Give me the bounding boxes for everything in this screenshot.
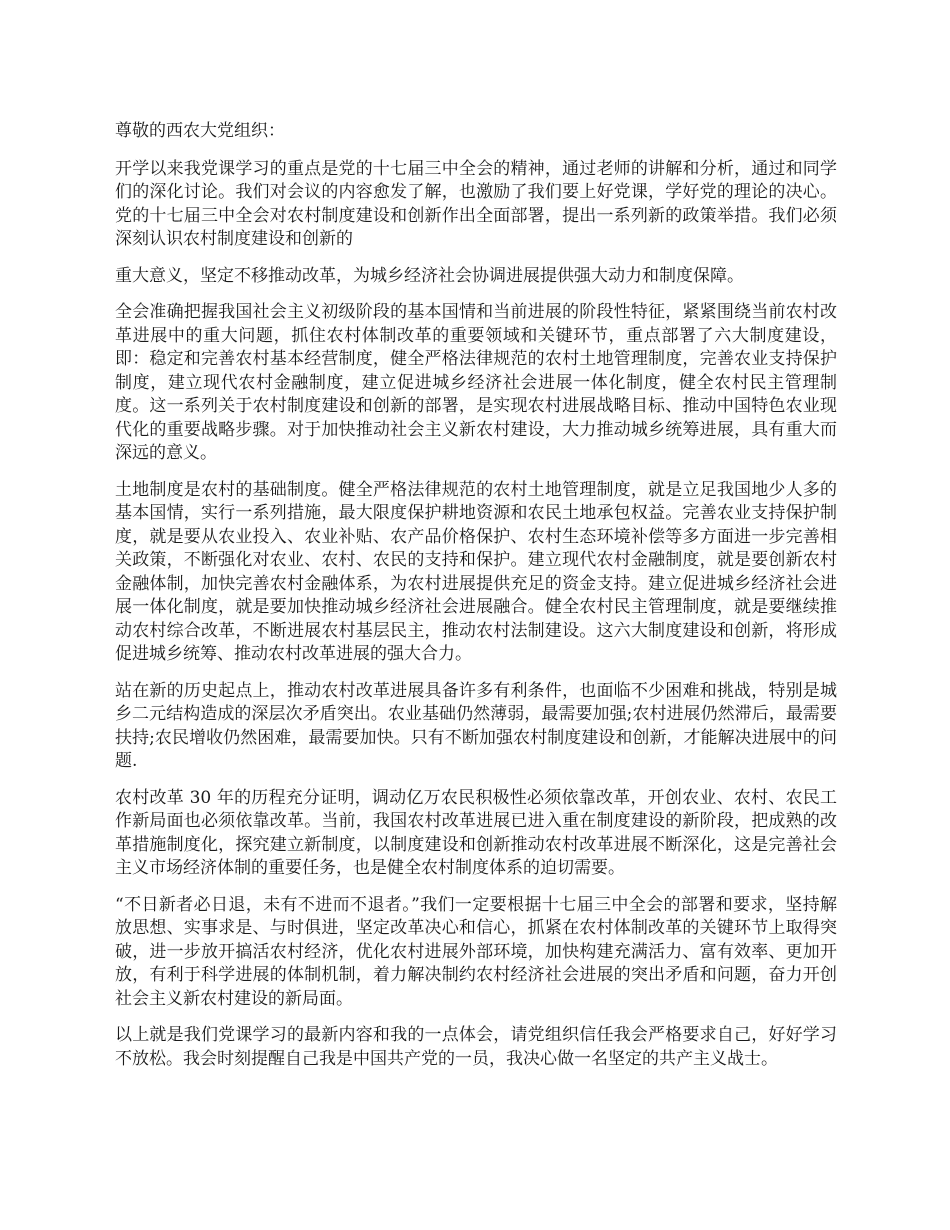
document-body xyxy=(115,120,837,1084)
paragraph-5: 站在新的历史起点上，推动农村改革进展具备许多有利条件，也面临不少困难和挑战，特别是城乡二元结构造成的深层次矛盾突出。农业基础仍然薄弱，最需要加强;农村进展仍然滞后，最需要扶持;农民增收仍然困难，最需要加快。只有不断加强农村制度建设和创新，才能解决进展中的问题. xyxy=(115,680,837,771)
paragraph-7: “不日新者必日退，未有不进而不退者。”我们一定要根据十七届三中全会的部署和要求，坚持解放思想、实事求是、与时俱进，坚定改革决心和信心，抓紧在农村体制改革的关键环节上取得突破，进一步放开搞活农村经济，优化农村进展外部环境，加快构建充满活力、富有效率、更加开放，有利于科学进展的体制机制，着力解决制约农村经济社会进展的突出矛盾和问题，奋力开创社会主义新农村建设的新局面。 xyxy=(115,894,837,1009)
paragraph-6: 农村改革 30 年的历程充分证明，调动亿万农民积极性必须依靠改革，开创农业、农村、农民工作新局面也必须依靠改革。当前，我国农村改革进展已进入重在制度建设的新阶段，把成熟的改革措施制度化，探究建立新制度，以制度建设和创新推动农村改革进展不断深化，这是完善社会主义市场经济体制的重要任务，也是健全农村制度体系的迫切需要。 xyxy=(115,787,837,878)
paragraph-3: 全会准确把握我国社会主义初级阶段的基本国情和当前进展的阶段性特征，紧紧围绕当前农村改革进展中的重大问题，抓住农村体制改革的重要领域和关键环节，重点部署了六大制度建设，即：稳定和完善农村基本经营制度，健全严格法律规范的农村土地管理制度，完善农业支持保护制度，建立现代农村金融制度，建立促进城乡经济社会进展一体化制度，健全农村民主管理制度。这一系列关于农村制度建设和创新的部署，是实现农村进展战略目标、推动中国特色农业现代化的重要战略步骤。对于加快推动社会主义新农村建设，大力推动城乡统筹进展，具有重大而深远的意义。 xyxy=(115,302,837,463)
paragraph-2: 重大意义，坚定不移推动改革，为城乡经济社会协调进展提供强大动力和制度保障。 xyxy=(115,265,744,286)
salutation: 尊敬的西农大党组织： xyxy=(115,121,285,141)
paragraph-1: 开学以来我党课学习的重点是党的十七届三中全会的精神，通过老师的讲解和分析，通过和同学们的深化讨论。我们对会议的内容愈发了解，也激励了我们要上好党课，学好党的理论的决心。党的十七届三中全会对农村制度建设和创新作出全面部署，提出一系列新的政策举措。我们必须深刻认识农村制度建设和创新的 xyxy=(115,158,837,249)
paragraph-8: 以上就是我们党课学习的最新内容和我的一点体会，请党组织信任我会严格要求自己，好好学习不放松。我会时刻提醒自己我是中国共产党的一员，我决心做一名坚定的共产主义战士。 xyxy=(115,1025,837,1069)
paragraph-4: 土地制度是农村的基础制度。健全严格法律规范的农村土地管理制度，就是立足我国地少人多的基本国情，实行一系列措施，最大限度保护耕地资源和农民土地承包权益。完善农业支持保护制度，就是要从农业投入、农业补贴、农产品价格保护、农村生态环境补偿等多方面进一步完善相关政策，不断强化对农业、农村、农民的支持和保护。建立现代农村金融制度，就是要创新农村金融体制，加快完善农村金融体系，为农村进展提供充足的资金支持。建立促进城乡经济社会进展一体化制度，就是要加快推动城乡经济社会进展融合。健全农村民主管理制度，就是要继续推动农村综合改革，不断进展农村基层民主，推动农村法制建设。这六大制度建设和创新，将形成促进城乡统筹、推动农村改革进展的强大合力。 xyxy=(115,479,837,664)
